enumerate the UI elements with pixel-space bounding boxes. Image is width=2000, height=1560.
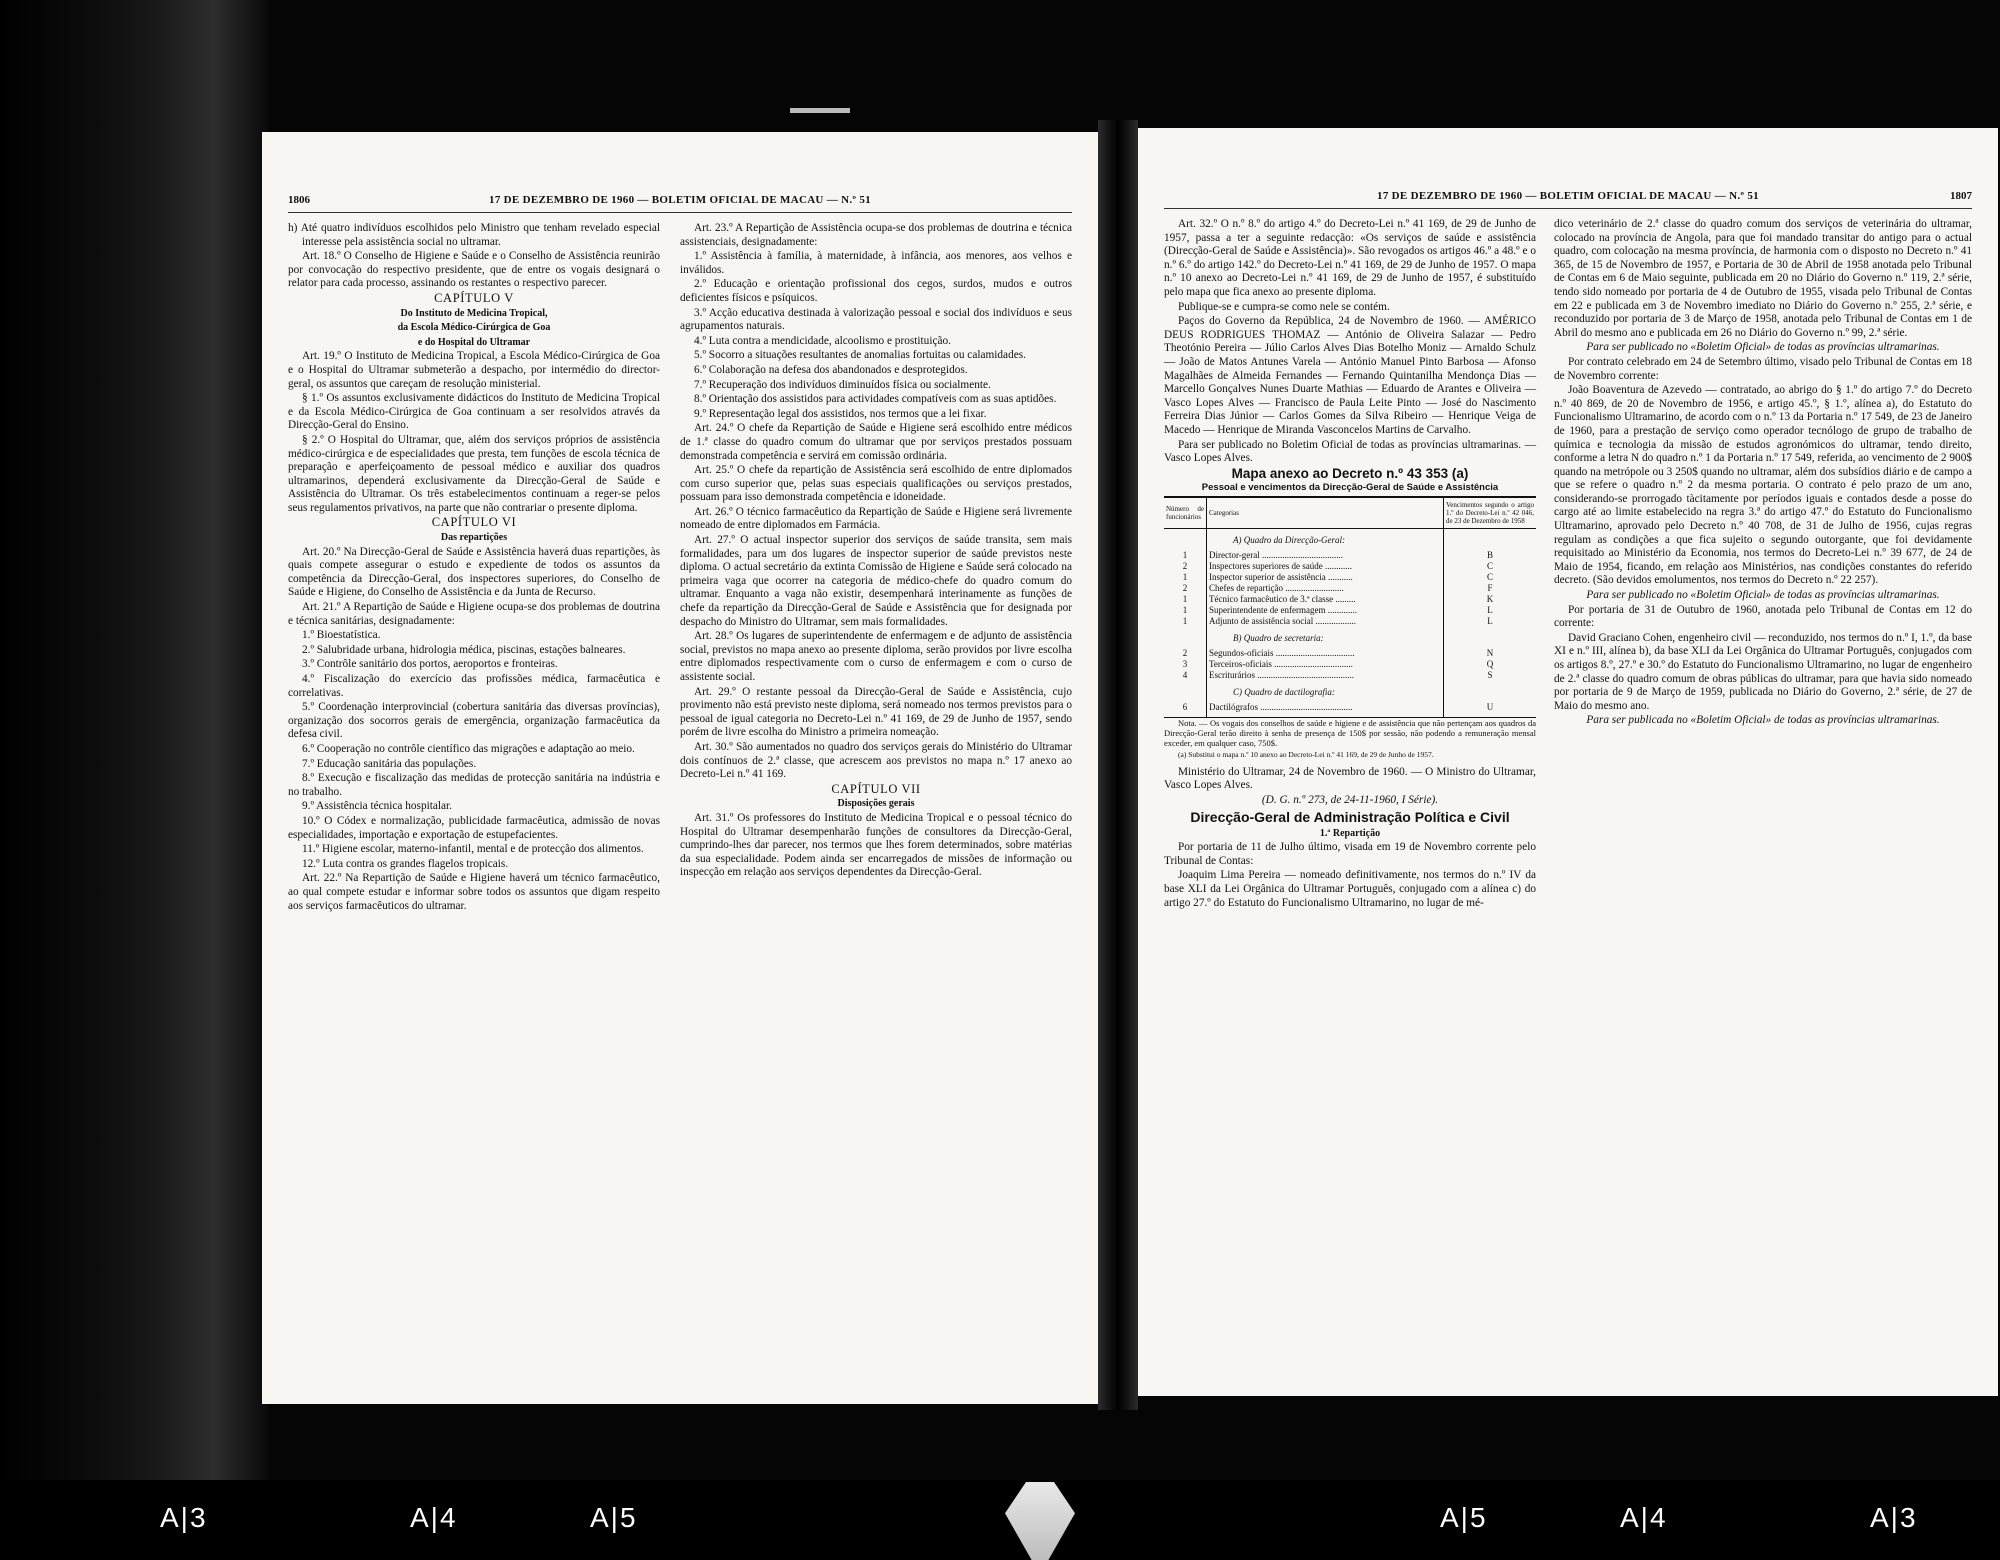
chapter-heading: CAPÍTULO VII bbox=[831, 781, 921, 796]
paragraph: Publique-se e cumpra-se como nele se contém. bbox=[1178, 300, 1390, 313]
map-cell-category: Técnico farmacêutico de 3.ª classe ......... bbox=[1207, 594, 1444, 605]
map-cell-category: Inspectores superiores de saúde ............ bbox=[1207, 561, 1444, 572]
paragraph: 6.º Colaboração na defesa dos abandonados e desprotegidos. bbox=[694, 363, 968, 376]
paragraph: Art. 27.º O actual inspector superior dos serviços de saúde transita, sem mais formalidades, para um dos lugares de inspector superior de saúde previstos neste diploma. O actual secretário da extinta Comissão de Higiene e Saúde será colocado na primeira vaga que ocorrer na categoria de médico-chefe do quadro comum do ultramar. Enquanto a vaga não existir, desempenhará interinamente as funções de chefe da repartição da Direcção-Geral de Saúde e Assistência que for designada por despacho do Ministro do Ultramar, sem mais formalidades. bbox=[680, 534, 1072, 628]
right-page bbox=[1138, 128, 1998, 1396]
publication-note: Para ser publicado no «Boletim Oficial» de todas as províncias ultramarinas. bbox=[1586, 589, 1940, 602]
map-footnote: (a) Substitui o mapa n.º 10 anexo ao Decreto-Lei n.º 41 169, de 29 de Junho de 1957. bbox=[1178, 749, 1434, 759]
paragraph: 1.º Bioestatística. bbox=[302, 629, 381, 642]
paragraph: 3.º Contrôle sanitário dos portos, aeroportos e fronteiras. bbox=[302, 658, 558, 671]
left-column-2 bbox=[680, 222, 1072, 881]
publication-note: Para ser publicado no «Boletim Oficial» de todas as províncias ultramarinas. bbox=[1586, 341, 1940, 354]
left-page bbox=[262, 132, 1098, 1404]
page-header: 17 DE DEZEMBRO DE 1960 — BOLETIM OFICIAL DE MACAU — N.º 51 bbox=[1377, 190, 1759, 202]
map-cell-letter: L bbox=[1487, 615, 1493, 626]
paragraph: Art. 29.º O restante pessoal da Direcção-Geral de Saúde e Assistência, cujo provimento não está previsto neste diploma, será nomeado nos termos previstos para o pessoal de igual categoria no Decreto-Lei n.º 41 169, de 29 de Junho de 1957, sendo porém de livre escolha do Ministro a primeira nomeação. bbox=[680, 685, 1072, 739]
map-group-row bbox=[1164, 528, 1536, 550]
paragraph: Art. 30.º São aumentados no quadro dos serviços gerais do Ministério do Ultramar dois contínuos de 2.ª classe, que acrescem aos previstos no mapa n.º 17 anexo ao Decreto-Lei n.º 41 169. bbox=[680, 740, 1072, 781]
paragraph: Por contrato celebrado em 24 de Setembro último, visado pelo Tribunal de Contas em 18 de Novembro corrente: bbox=[1554, 355, 1972, 382]
paragraph: Art. 26.º O técnico farmacêutico da Repartição de Saúde e Higiene será livremente nomeado de entre diplomados em Farmácia. bbox=[680, 505, 1072, 532]
microfilm-strip bbox=[0, 1480, 2000, 1560]
map-cell-letter: K bbox=[1486, 593, 1494, 604]
map-note: Nota. — Os vogais dos conselhos de saúde e higiene e de assistência que não pertençam aos quadros da Direcção-Geral terão direito à senha de presença de 150$ por sessão, não podendo a remuneração mensal exceder, em qualquer caso, 750$. bbox=[1164, 717, 1536, 748]
map-body bbox=[1164, 528, 1536, 717]
paragraph: 7.º Recuperação dos indivíduos diminuídos física ou socialmente. bbox=[694, 378, 991, 391]
map-cell-number: 2 bbox=[1164, 583, 1207, 594]
section-subheading: e do Hospital do Ultramar bbox=[417, 336, 531, 348]
paragraph: 5.º Coordenação interprovincial (cobertura sanitária das diversas províncias), organização dos socorros gerais de emergência, organização farmacêutica da defesa civil. bbox=[288, 701, 660, 741]
paragraph: h) Até quatro indivíduos escolhidos pelo Ministro que tenham revelado especial interesse pela assistência social no ultramar. bbox=[288, 222, 660, 248]
map-cell-letter: S bbox=[1487, 669, 1493, 680]
paragraph: § 2.º O Hospital do Ultramar, que, além dos serviços próprios de assistência médico-cirúrgica e de especialidades que presta, tem funções de escola técnica de preparação e aperfeiçoamento de pessoal médico e auxiliar dos quadros ultramarinos, dependerá exclusivamente da Direcção-Geral de Saúde e Assistência do Ultramar. Os três estabelecimentos continuam a reger-se pelos seus regulamentos privativos, na parte que não contrariar o presente diploma. bbox=[288, 433, 660, 514]
paragraph: 6.º Cooperação no contrôle científico das migrações e adaptação ao meio. bbox=[302, 742, 635, 755]
table-row bbox=[1164, 550, 1536, 561]
paragraph: Art. 28.º Os lugares de superintendente de enfermagem e de adjunto de assistência social, previstos no mapa anexo ao presente diploma, serão providos por livre escolha entre diplomados respectivamente com o curso de enfermagem e com o curso de assistente social. bbox=[680, 630, 1072, 683]
table-row bbox=[1164, 702, 1536, 718]
table-row bbox=[1164, 605, 1536, 616]
paragraph: 4.º Fiscalização do exercício das profissões médica, farmacêutica e correlativas. bbox=[288, 673, 660, 699]
map-cell-letter: U bbox=[1444, 702, 1537, 718]
map-header-salary: Vencimentos segundo o artigo 1.º do Decreto-Lei n.º 42 046, de 23 de Dezembro de 1958 bbox=[1444, 497, 1537, 529]
map-cell-category: Chefes de repartição .......................... bbox=[1207, 583, 1444, 594]
paragraph: Art. 23.º A Repartição de Assistência ocupa-se dos problemas de doutrina e técnica assistenciais, designadamente: bbox=[680, 222, 1072, 248]
map-group-row bbox=[1164, 627, 1536, 648]
section-subheading: da Escola Médico-Cirúrgica de Goa bbox=[397, 322, 551, 334]
frame-label: A|5 bbox=[1440, 1502, 1488, 1533]
table-row bbox=[1164, 616, 1536, 627]
table-row bbox=[1164, 572, 1536, 583]
paragraph: 2.º Educação e orientação profissional dos cegos, surdos, mudos e outros deficientes físicos e psíquicos. bbox=[680, 278, 1072, 304]
paragraph: 12.º Luta contra os grandes flagelos tropicais. bbox=[302, 857, 509, 870]
paragraph: Paços do Governo da República, 24 de Novembro de 1960. — AMÉRICO DEUS RODRIGUES THOMAZ — António de Oliveira Salazar — Pedro Theotónio Pereira — Júlio Carlos Alves Dias Botelho Moniz — Arnaldo Schulz — João de Matos Antunes Varela — António Manuel Pinto Barbosa — Afonso Magalhães de Almeida Fernandes — Fernando Quintanilha Mendonça Dias — Marcello Gonçalves Nunes Duarte Mathias — Eduardo de Arantes e Oliveira — Vasco Lopes Alves — Francisco de Paula Leite Pinto — José do Nascimento Ferreira Dias Júnior — Carlos Gomes da Silva Ribeiro — Henrique Veiga de Macedo — Henrique de Miranda Vasconcelos Martins de Carvalho. bbox=[1164, 315, 1536, 436]
frame-label: A|4 bbox=[1620, 1502, 1668, 1533]
section-subheading: Das repartições bbox=[440, 532, 508, 544]
map-cell-number: 2 bbox=[1164, 648, 1207, 659]
paragraph: 4.º Luta contra a mendicidade, alcoolismo e prostituição. bbox=[694, 334, 951, 347]
paragraph: § 1.º Os assuntos exclusivamente didácticos do Instituto de Medicina Tropical e da Escola Médico-Cirúrgica de Goa continuam a ser resolvidos através da Direcção-Geral do Ensino. bbox=[288, 392, 660, 432]
paragraph: Art. 18.º O Conselho de Higiene e Saúde e o Conselho de Assistência reunirão por convocação do respectivo presidente, que de entre os vogais designará o relator para cada processo, assinando os restantes o respectivo parecer. bbox=[288, 250, 660, 290]
paragraph: João Boaventura de Azevedo — contratado, ao abrigo do § 1.º do artigo 7.º do Decreto n.º 40 869, de 20 de Novembro de 1956, e artigo 45.º, § 1.º, alínea a), do Estatuto do Funcionalismo Ultramarino, de acordo com o n.º 13 da Portaria n.º 17 549, de 23 de Janeiro de 1960, para a prestação de serviço como operador tecnólogo de grupo de trabalho de química e tecnologia da missão de estudos agronómicos do ultramar, tendo direito, conforme a letra N do quadro n.º 1 da Portaria n.º 17 549, referida, ao vencimento de 2 900$ quando na metrópole ou 3 250$ quando no ultramar, além dos subsídios diário e de campo a que se refere o quadro n.º 2 da mesma portaria. O contrato é pelo prazo de um ano, considerando-se prorrogado tàcitamente por períodos iguais e contados desde a posse do cargo até ao limite estabelecido na regra 3.ª do artigo 47.º do Estatuto do Funcionalismo Ultramarino, aprovado pelo Decreto n.º 40 708, de 31 de Julho de 1956, cujas regras regulam as condições a que fica sujeito o segundo outorgante, que foi devidamente requisitado ao Ministério da Economia, nos termos do Decreto-Lei n.º 39 677, de 24 de Maio de 1954, ficando, em relação aos Ministérios, nas condições constantes do referido decreto. (São devidos emolumentos, nos termos do Decreto n.º 22 257). bbox=[1554, 384, 1972, 587]
table-row bbox=[1164, 659, 1536, 670]
paragraph: Por portaria de 31 de Outubro de 1960, anotada pelo Tribunal de Contas em 12 do corrente: bbox=[1554, 603, 1972, 630]
paragraph: 3.º Acção educativa destinada à valorização pessoal e social dos indivíduos e seus agrupamentos naturais. bbox=[680, 306, 1072, 333]
map-cell-letter: F bbox=[1487, 582, 1493, 593]
right-column-2 bbox=[1554, 218, 1972, 729]
paragraph: Art. 19.º O Instituto de Medicina Tropical, a Escola Médico-Cirúrgica de Goa e o Hospital do Ultramar submeterão a despacho, por intermédio do director-geral, os assuntos que careçam de resolução ministerial. bbox=[288, 350, 660, 390]
paragraph: 9.º Representação legal dos assistidos, nos termos que a lei fixar. bbox=[694, 407, 987, 420]
right-column-1-top bbox=[1164, 218, 1536, 466]
section-subheading: Do Instituto de Medicina Tropical, bbox=[400, 307, 548, 319]
map-cell-number: 1 bbox=[1164, 594, 1207, 605]
map-cell-number: 1 bbox=[1164, 616, 1207, 627]
section-subheading: Disposições gerais bbox=[837, 798, 915, 810]
map-subtitle: Pessoal e vencimentos da Direcção-Geral de Saúde e Assistência bbox=[1201, 482, 1499, 494]
map-group-label: A) Quadro da Direcção-Geral: bbox=[1207, 528, 1444, 550]
map-cell-number: 1 bbox=[1164, 550, 1207, 561]
table-row bbox=[1164, 594, 1536, 605]
map-cell-number: 1 bbox=[1164, 605, 1207, 616]
paragraph: Por portaria de 11 de Julho último, visada em 19 de Novembro corrente pelo Tribunal de Contas: bbox=[1164, 841, 1536, 867]
map-cell-number: 2 bbox=[1164, 561, 1207, 572]
page-number: 1806 bbox=[288, 194, 310, 206]
map-cell-number: 3 bbox=[1164, 659, 1207, 670]
paragraph: 7.º Educação sanitária das populações. bbox=[302, 757, 477, 770]
running-head-right bbox=[1164, 190, 1972, 209]
paragraph: Art. 32.º O n.º 8.º do artigo 4.º do Decreto-Lei n.º 41 169, de 29 de Junho de 1957, passa a ter a seguinte redacção: «Os serviços de saúde e assistência (Direcção-Geral de Saúde e Assistência)». São revogados os artigos 46.º a 48.º e o n.º 6.º do artigo 142.º do Decreto-Lei n.º 41 169, de 29 de Junho de 1957. O mapa n.º 10 anexo ao Decreto-Lei n.º 41 169, de 29 de Junho de 1957, é substituído pelo mapa que fica anexo ao presente diploma. bbox=[1164, 218, 1536, 298]
page-header: 17 DE DEZEMBRO DE 1960 — BOLETIM OFICIAL DE MACAU — N.º 51 bbox=[489, 194, 871, 206]
paragraph: Art. 31.º Os professores do Instituto de Medicina Tropical e o pessoal técnico do Hospital do Ultramar desempenharão funções de consultores da Direcção-Geral, cumprindo-lhes dar parecer, nos termos que lhes forem determinados, sobre matérias da sua especialidade. Podem ainda ser encarregados de missões de informação ou inspecção em relação aos serviços dependentes da Direcção-Geral. bbox=[680, 811, 1072, 879]
map-cell-category: Terceiros-oficiais ................................... bbox=[1207, 659, 1444, 670]
paragraph: Art. 20.º Na Direcção-Geral de Saúde e Assistência haverá duas repartições, às quais compete assegurar o estudo e expediente de todos os assuntos da competência da Direcção-Geral, dos inspectores superiores, do Conselho de Saúde e Higiene, do Conselho de Assistência e da Junta de Recurso. bbox=[288, 545, 660, 599]
paragraph: dico veterinário de 2.ª classe do quadro comum dos serviços de veterinária do ultramar, colocado na província de Angola, para que foi mandado transitar do antigo para o actual quadro, com colocação na mesma província, de harmonia com o disposto no Decreto n.º 41 365, de 15 de Novembro de 1957, e Portaria de 30 de Abril de 1958 anotada pelo Tribunal de Contas em 6 de Maio seguinte, publicada em 20 no Diário do Governo n.º 119, 2.ª série, tendo sido nomeado por portaria de 4 de Outubro de 1955, visada pelo Tribunal de Contas em 22 e publicada em 3 de Novembro imediato no Diário do Governo n.º 255, 2.ª série, e reconduzido por portaria de 3 de Março de 1958, anotada pelo Tribunal de Contas em 1 de Abril do mesmo ano e publicada em 26 no Diário do Governo n.º 99, 2.ª série. bbox=[1554, 218, 1972, 339]
map-cell-letter: L bbox=[1487, 604, 1493, 615]
paragraph: 10.º O Códex e normalização, publicidade farmacêutica, admissão de novas especialidades, importação e exportação de estupefacientes. bbox=[288, 814, 660, 841]
department-heading: Direcção-Geral de Administração Política e Civil bbox=[1190, 808, 1510, 825]
map-group-label: B) Quadro de secretaria: bbox=[1207, 627, 1444, 648]
paragraph: Joaquim Lima Pereira — nomeado definitivamente, nos termos do n.º IV da base XLI da Lei Orgânica do Ultramar Português, conjugado com a alínea c) do artigo 27.º do Estatuto do Funcionalismo Ultramarino, no lugar de mé- bbox=[1164, 869, 1536, 909]
chapter-heading: CAPÍTULO V bbox=[434, 290, 514, 305]
map-cell-category: Adjunto de assistência social .................. bbox=[1207, 616, 1444, 627]
map-cell-category: Inspector superior de assistência ........... bbox=[1207, 572, 1444, 583]
map-cell-letter: C bbox=[1486, 560, 1493, 571]
left-column-1 bbox=[288, 222, 660, 914]
paragraph: 8.º Orientação dos assistidos para actividades compatíveis com as suas aptidões. bbox=[694, 393, 1057, 406]
paragraph: Art. 25.º O chefe da repartição de Assistência será escolhido de entre diplomados com curso superior que, pelas suas especiais qualificações ou serviços prestados, possuam para isso demonstrada competência e idoneidade. bbox=[680, 464, 1072, 504]
map-cell-letter: Q bbox=[1486, 658, 1494, 669]
page-number: 1807 bbox=[1950, 190, 1972, 202]
chapter-heading: CAPÍTULO VI bbox=[431, 515, 517, 530]
page-gutter bbox=[1098, 120, 1138, 1410]
right-column-1-bottom bbox=[1164, 766, 1536, 910]
book-spine-shadow bbox=[0, 0, 268, 1480]
map-cell-letter: C bbox=[1486, 571, 1493, 582]
table-row bbox=[1164, 561, 1536, 572]
running-head-left bbox=[288, 194, 1072, 213]
map-cell-category: Director-geral .................................... bbox=[1207, 550, 1444, 561]
paragraph: 1.º Assistência à família, à maternidade, à infância, aos menores, aos velhos e inválidos. bbox=[680, 250, 1072, 276]
table-row bbox=[1164, 648, 1536, 659]
paragraph: 8.º Execução e fiscalização das medidas de protecção sanitária na indústria e no trabalho. bbox=[288, 772, 660, 798]
map-cell-number: 1 bbox=[1164, 572, 1207, 583]
frame-label: A|5 bbox=[590, 1502, 638, 1533]
right-column-1 bbox=[1164, 218, 1536, 911]
paragraph: 2.º Salubridade urbana, hidrologia médica, piscinas, estações balneares. bbox=[302, 643, 626, 656]
paragraph: Art. 22.º Na Repartição de Saúde e Higiene haverá um técnico farmacêutico, ao qual compete estudar e informar sobre todos os assuntos que digam respeito aos serviços farmacêuticos do ultramar. bbox=[288, 872, 660, 912]
map-cell-number: 4 bbox=[1164, 670, 1207, 681]
map-title: Mapa anexo ao Decreto n.º 43 353 (a) bbox=[1231, 465, 1469, 481]
map-cell-letter: N bbox=[1486, 647, 1494, 658]
table-row bbox=[1164, 583, 1536, 594]
paragraph: Para ser publicado no Boletim Oficial de todas as províncias ultramarinas. — Vasco Lopes Alves. bbox=[1164, 438, 1536, 465]
map-header-number: Número de funcionários bbox=[1164, 497, 1207, 529]
paragraph: 11.º Higiene escolar, materno-infantil, mental e de protecção dos alimentos. bbox=[302, 843, 644, 856]
publication-note: Para ser publicada no «Boletim Oficial» de todas as províncias ultramarinas. bbox=[1586, 714, 1940, 727]
map-cell-category: Dactilógrafos ......................................... bbox=[1207, 702, 1444, 718]
frame-label: A|3 bbox=[1870, 1502, 1918, 1533]
map-cell-category: Superintendente de enfermagem ............. bbox=[1207, 605, 1444, 616]
table-row bbox=[1164, 670, 1536, 681]
paragraph: David Graciano Cohen, engenheiro civil — reconduzido, nos termos do n.º I, 1.º, da base XI e n.º III, alínea b), da base XLI da Lei Orgânica do Ultramar Português, conjugados com os artigos 8.º, 27.º e 30.º do Estatuto do Funcionalismo Ultramarino, no lugar de engenheiro de 2.ª classe do quadro comum de obras públicas do ultramar, para que havia sido nomeado por portaria de 9 de Março de 1959, publicada no Diário do Governo, 2.ª série, de 27 de Maio do mesmo ano. bbox=[1554, 631, 1972, 712]
paragraph: 5.º Socorro a situações resultantes de anomalias fortuitas ou calamidades. bbox=[694, 349, 1026, 362]
paragraph: 9.º Assistência técnica hospitalar. bbox=[302, 800, 453, 813]
section-subheading: 1.ª Repartição bbox=[1319, 827, 1381, 839]
map-group-row bbox=[1164, 681, 1536, 702]
publication-note: (D. G. n.º 273, de 24-11-1960, I Série). bbox=[1261, 794, 1439, 807]
map-header-category: Categorias bbox=[1207, 497, 1444, 529]
paragraph: Art. 24.º O chefe da Repartição de Saúde e Higiene será escolhido entre médicos de 1.ª classe do quadro comum do ultramar que por serviços prestados possuam demonstrada competência e servirá em comissão ordinária. bbox=[680, 422, 1072, 462]
map-cell-number: 6 bbox=[1164, 702, 1207, 718]
map-cell-letter: B bbox=[1486, 549, 1493, 560]
map-cell-category: Escriturários ........................................... bbox=[1207, 670, 1444, 681]
paragraph: Ministério do Ultramar, 24 de Novembro de 1960. — O Ministro do Ultramar, Vasco Lopes Alves. bbox=[1164, 765, 1536, 792]
frame-label: A|4 bbox=[410, 1502, 458, 1533]
top-edge-mark bbox=[790, 108, 850, 113]
map-group-label: C) Quadro de dactilografia: bbox=[1207, 681, 1444, 702]
frame-label: A|3 bbox=[160, 1502, 208, 1533]
map-cell-category: Segundos-oficiais ................................... bbox=[1207, 648, 1444, 659]
personnel-map-table bbox=[1164, 496, 1536, 718]
paragraph: Art. 21.º A Repartição de Saúde e Higiene ocupa-se dos problemas de doutrina e técnica sanitárias, designadamente: bbox=[288, 601, 660, 627]
